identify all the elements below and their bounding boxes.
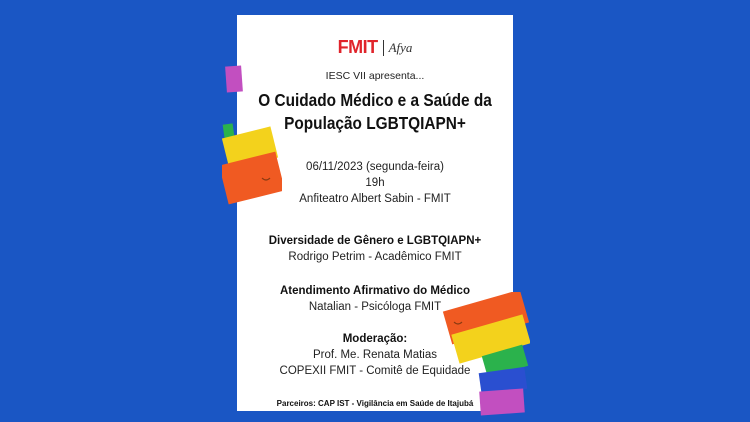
intro-text: IESC VII apresenta...: [325, 70, 425, 82]
stripe-purple-right: [479, 388, 525, 415]
poster-title: [254, 89, 497, 135]
talk-1-speaker: Rodrigo Petrim - Acadêmico FMIT: [288, 251, 462, 263]
rainbow-tape-right: [440, 292, 530, 418]
stripe-purple-left: [225, 65, 243, 92]
logo-afya: Afya: [388, 39, 413, 55]
moderator-1: Prof. Me. Renata Matias: [313, 349, 437, 361]
title-line-1: O Cuidado Médico e a Saúde da: [258, 90, 492, 110]
talk-1-title: Diversidade de Gênero e LGBTQIAPN+: [268, 235, 482, 247]
event-time: 19h: [365, 177, 385, 189]
logo-fmit: FMIT: [337, 37, 378, 57]
talk-2-title: Atendimento Afirmativo do Médico: [280, 285, 470, 297]
logo: [237, 37, 513, 58]
talk-2-speaker: Natalian - Psicóloga FMIT: [308, 301, 442, 313]
event-venue: Anfiteatro Albert Sabin - FMIT: [299, 193, 451, 205]
partners-footer: Parceiros: CAP IST - Vigilância em Saúde de Itajubá: [276, 399, 474, 408]
talk-1: [237, 233, 513, 265]
event-date: 06/11/2023 (segunda-feira): [306, 161, 444, 173]
moderation-label: Moderação:: [342, 333, 408, 345]
logo-separator: [383, 40, 384, 56]
moderator-2: COPEXII FMIT - Comitê de Equidade: [279, 365, 471, 377]
title-line-2: População LGBTQIAPN+: [284, 113, 466, 133]
rainbow-tape-left: [222, 60, 282, 210]
